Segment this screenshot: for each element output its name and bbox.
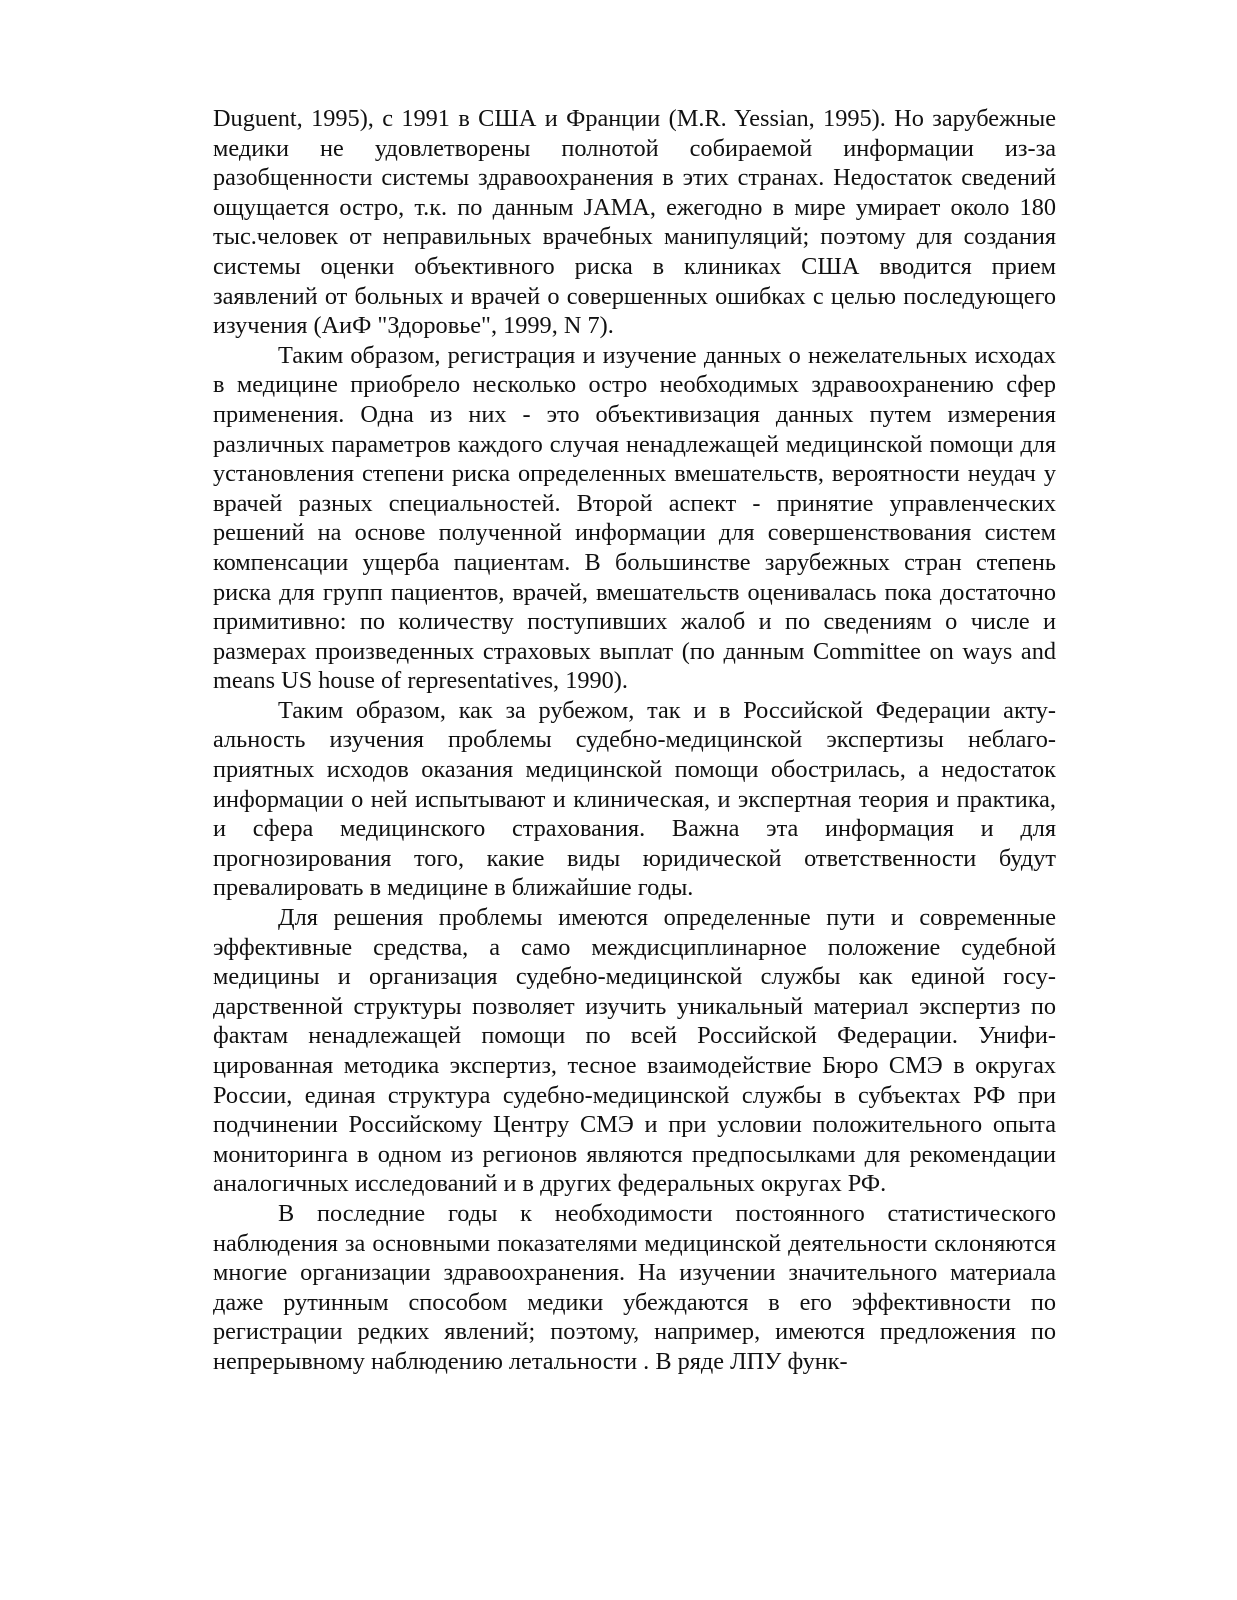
paragraph-2: Таким образом, регистрация и изучение данных о нежелательных исходах в медицине приобрело несколько остро необходимых здравоохранению сфер применения. Одна из них - это объективизация данных путем измерения различных параметров каждого случая ненадлежащей медицинской помощи для установления степени риска определенных вмешательств, вероятности неудач у врачей разных специальностей. Второй аспект - принятие управленческих решений на основе полученной информации для совершенствования систем компенсации ущерба пациентам. В большинстве зарубежных стран степень риска для групп пациентов, врачей, вмешательств оценивалась пока достаточно примитивно: по количеству поступивших жалоб и по сведениям о числе и размерах произведенных страховых выплат (по данным Committee on ways and means US house of representatives, 1990). bbox=[213, 341, 1056, 695]
document-page bbox=[213, 104, 1056, 1377]
paragraph-5: В последние годы к необходимости постоянного статистического наблюдения за основными показателями медицинской деятельности склоняются многие организации здравоохранения. На изучении значительного материала даже рутинным способом медики убеждаются в его эффективности по регистрации редких явлений; поэтому, например, имеются предложения по непрерывному наблюдению летальности . В ряде ЛПУ функ- bbox=[213, 1199, 1056, 1375]
paragraph-1: Duguent, 1995), с 1991 в США и Франции (M.R. Yessian, 1995). Но зарубежные медики не удовлетворены полнотой собираемой информации из-за разобщенности системы здравоохранения в этих странах. Недостаток сведений ощущается остро, т.к. по данным JAMA, ежегодно в мире умирает около 180 тыс.человек от неправильных врачебных манипуляций; поэтому для создания системы оценки объективного риска в клиниках США вводится прием заявлений от больных и врачей о совершенных ошибках с целью последующего изучения (АиФ "Здоровье", 1999, N 7). bbox=[213, 105, 1056, 340]
paragraph-3: Таким образом, как за рубежом, так и в Российской Федерации актуальность изучения проблемы судебно-медицинской экспертизы неблагоприятных исходов оказания медицинской помощи обострилась, а недостаток информации о ней испытывают и клиническая, и экспертная теория и практика, и сфера медицинского страхования. Важна эта информация и для прогнозирования того, какие виды юридической ответственности будут превалировать в медицине в ближайшие годы. bbox=[213, 696, 1056, 902]
paragraph-4: Для решения проблемы имеются определенные пути и современные эффективные средства, а само междисциплинарное положение судебной медицины и организация судебно-медицинской службы как единой государственной структуры позволяет изучить уникальный материал экспертиз по фактам ненадлежащей помощи по всей Российской Федерации. Унифицированная методика экспертиз, тесное взаимодействие Бюро СМЭ в округах России, единая структура судебно-медицинской службы в субъектах РФ при подчинении Российскому Центру СМЭ и при условии положительного опыта мониторинга в одном из регионов являются предпосылками для рекомендации аналогичных исследований и в других федеральных округах РФ. bbox=[213, 904, 1056, 1198]
